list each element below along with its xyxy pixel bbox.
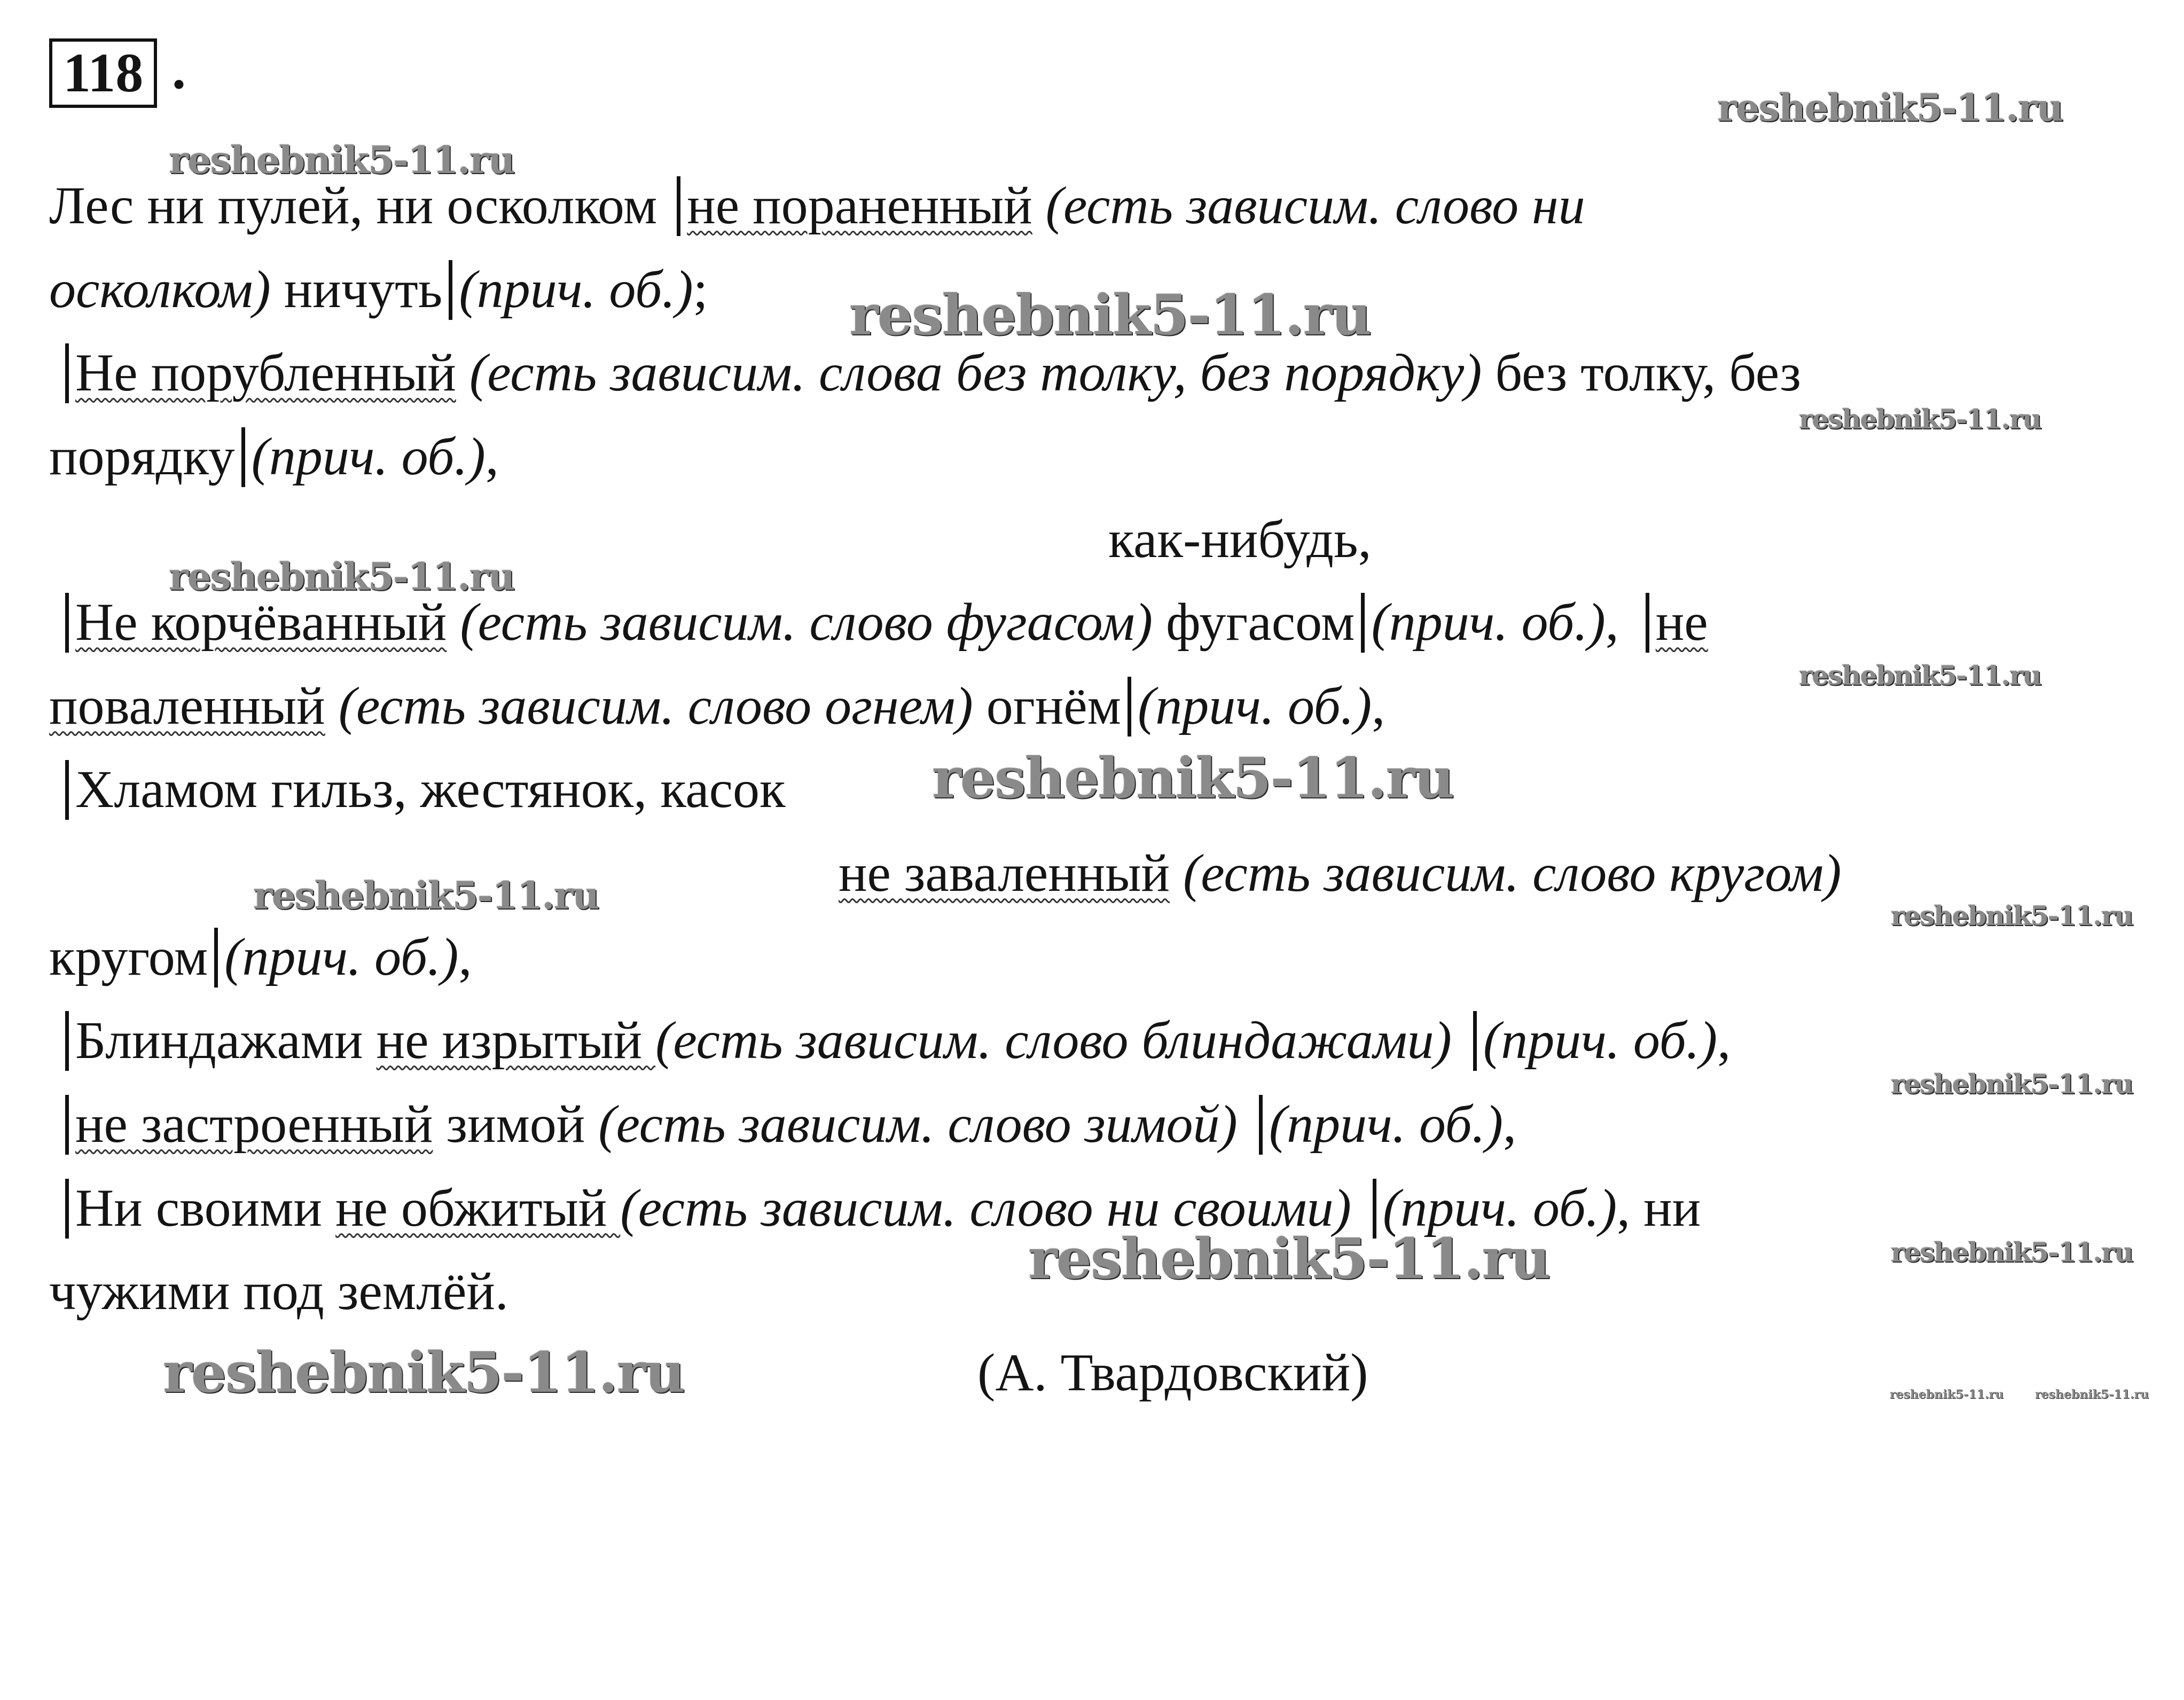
punctuation: ;	[693, 260, 708, 319]
text-line-11	[49, 1008, 1731, 1072]
annotation-italic: (есть зависим. слово ни	[1032, 176, 1585, 235]
watermark: reshebnik5-11.ru	[1799, 403, 2041, 435]
phrase-boundary-bar	[65, 760, 69, 820]
phrase-boundary-bar	[65, 1011, 69, 1071]
participial-phrase-label: (прич. об.)	[1137, 676, 1372, 735]
participle-wavy-underline: не изрытый	[376, 1010, 656, 1070]
participle-wavy-underline: Не корчёванный	[75, 592, 447, 652]
phrase-boundary-bar	[1646, 593, 1649, 653]
annotation-italic: осколком)	[49, 260, 271, 319]
phrase-boundary-bar	[1361, 593, 1365, 653]
text-fragment: зимой	[433, 1094, 599, 1154]
text-line-9	[839, 841, 1842, 905]
phrase-boundary-bar	[1128, 677, 1131, 737]
participle-wavy-underline: не	[1655, 592, 1708, 652]
punctuation: ,	[485, 427, 499, 486]
text-line-12	[49, 1092, 1516, 1156]
punctuation: ,	[1372, 676, 1385, 735]
watermark: reshebnik5-11.ru	[1891, 1068, 2133, 1100]
watermark: reshebnik5-11.ru	[1717, 85, 2063, 130]
punctuation: ,	[1503, 1094, 1517, 1154]
text-line-7	[49, 674, 1385, 738]
phrase-boundary-bar	[241, 427, 245, 487]
text-line-10	[49, 925, 472, 989]
watermark: reshebnik5-11.ru	[1028, 1226, 1550, 1291]
text-line-14	[49, 1259, 508, 1323]
phrase-boundary-bar	[65, 1095, 69, 1155]
participial-phrase-label: (прич. об.)	[1483, 1010, 1718, 1070]
text-fragment: фугасом	[1153, 592, 1355, 652]
annotation-italic: (есть зависим. слово зимой)	[598, 1094, 1238, 1154]
watermark: reshebnik5-11.ru	[253, 873, 599, 918]
participial-phrase-label: (прич. об.)	[224, 927, 459, 986]
text-fragment: кругом	[49, 927, 208, 986]
annotation-italic: (есть зависим. слово ни своими)	[620, 1178, 1351, 1237]
watermark: reshebnik5-11.ru	[849, 282, 1371, 348]
phrase-boundary-bar	[1473, 1011, 1477, 1071]
participle-wavy-underline: поваленный	[49, 676, 325, 735]
phrase-boundary-bar	[677, 176, 680, 236]
participial-phrase-label: (прич. об.)	[1382, 1178, 1617, 1237]
watermark: reshebnik5-11.ru	[169, 554, 514, 599]
participle-wavy-underline: не пораненный	[687, 176, 1032, 235]
exercise-number-dot: .	[172, 39, 186, 100]
annotation-italic: (есть зависим. слово кругом)	[1169, 843, 1842, 903]
phrase-boundary-bar	[214, 928, 218, 988]
punctuation: ,	[1717, 1010, 1731, 1070]
participial-phrase-label: (прич. об.)	[1269, 1094, 1504, 1154]
watermark: reshebnik5-11.ru	[932, 745, 1454, 811]
text-fragment: порядку	[49, 427, 235, 486]
text-line-1	[49, 174, 1585, 238]
text-line-8	[49, 757, 786, 821]
phrase-boundary-bar	[65, 343, 69, 403]
text-line-3	[49, 341, 1801, 405]
exercise-number: 118	[49, 38, 157, 108]
punctuation: ,	[458, 927, 472, 986]
text-fragment: Хламом гильз, жестянок, касок	[75, 759, 786, 819]
text-line-2	[49, 257, 708, 322]
text-fragment: без толку, без	[1482, 343, 1801, 402]
author-attribution: (А. Твардовский)	[977, 1343, 1368, 1402]
watermark: reshebnik5-11.ru	[1799, 660, 2041, 691]
phrase-boundary-bar	[65, 593, 69, 653]
text-fragment: Лес ни пулей, ни осколком	[49, 176, 671, 235]
text-fragment: , ни	[1617, 1178, 1701, 1237]
annotation-italic: (есть зависим. слово блиндажами)	[655, 1010, 1452, 1070]
annotation-italic: (есть зависим. слово огнем)	[325, 676, 973, 735]
participial-phrase-label: (прич. об.)	[459, 260, 693, 319]
participle-wavy-underline: не заваленный	[839, 843, 1170, 903]
participle-wavy-underline: Не порубленный	[75, 343, 456, 402]
annotation-italic: (есть зависим. слова без толку, без порядку)	[456, 343, 1482, 402]
watermark: reshebnik5-11.ru	[1891, 900, 2133, 931]
participial-phrase-label: (прич. об.)	[1371, 592, 1606, 652]
participial-phrase-label: (прич. об.)	[251, 427, 486, 486]
participle-wavy-underline: не застроенный	[75, 1094, 433, 1154]
phrase-boundary-bar	[1259, 1095, 1263, 1155]
watermark: reshebnik5-11.ru	[163, 1339, 685, 1405]
annotation-italic: (есть зависим. слово фугасом)	[447, 592, 1153, 652]
text-fragment: Блиндажами	[75, 1010, 377, 1070]
participle-wavy-underline: не обжитый	[335, 1178, 621, 1237]
text-fragment: Ни своими	[75, 1178, 335, 1237]
text-fragment: огнём	[973, 676, 1121, 735]
text-line-6	[49, 590, 1708, 654]
watermark: reshebnik5-11.ru	[2035, 1388, 2149, 1401]
text-fragment: как-нибудь,	[1108, 510, 1372, 569]
text-fragment: чужими под землёй.	[49, 1262, 508, 1321]
watermark: reshebnik5-11.ru	[1890, 1388, 2004, 1401]
text-line-5	[1108, 507, 1372, 571]
watermark: reshebnik5-11.ru	[169, 138, 514, 182]
punctuation: ,	[1605, 592, 1619, 652]
watermark: reshebnik5-11.ru	[1891, 1236, 2133, 1268]
phrase-boundary-bar	[65, 1179, 69, 1239]
text-fragment: ничуть	[270, 260, 443, 319]
phrase-boundary-bar	[449, 260, 452, 320]
text-line-4	[49, 425, 499, 489]
